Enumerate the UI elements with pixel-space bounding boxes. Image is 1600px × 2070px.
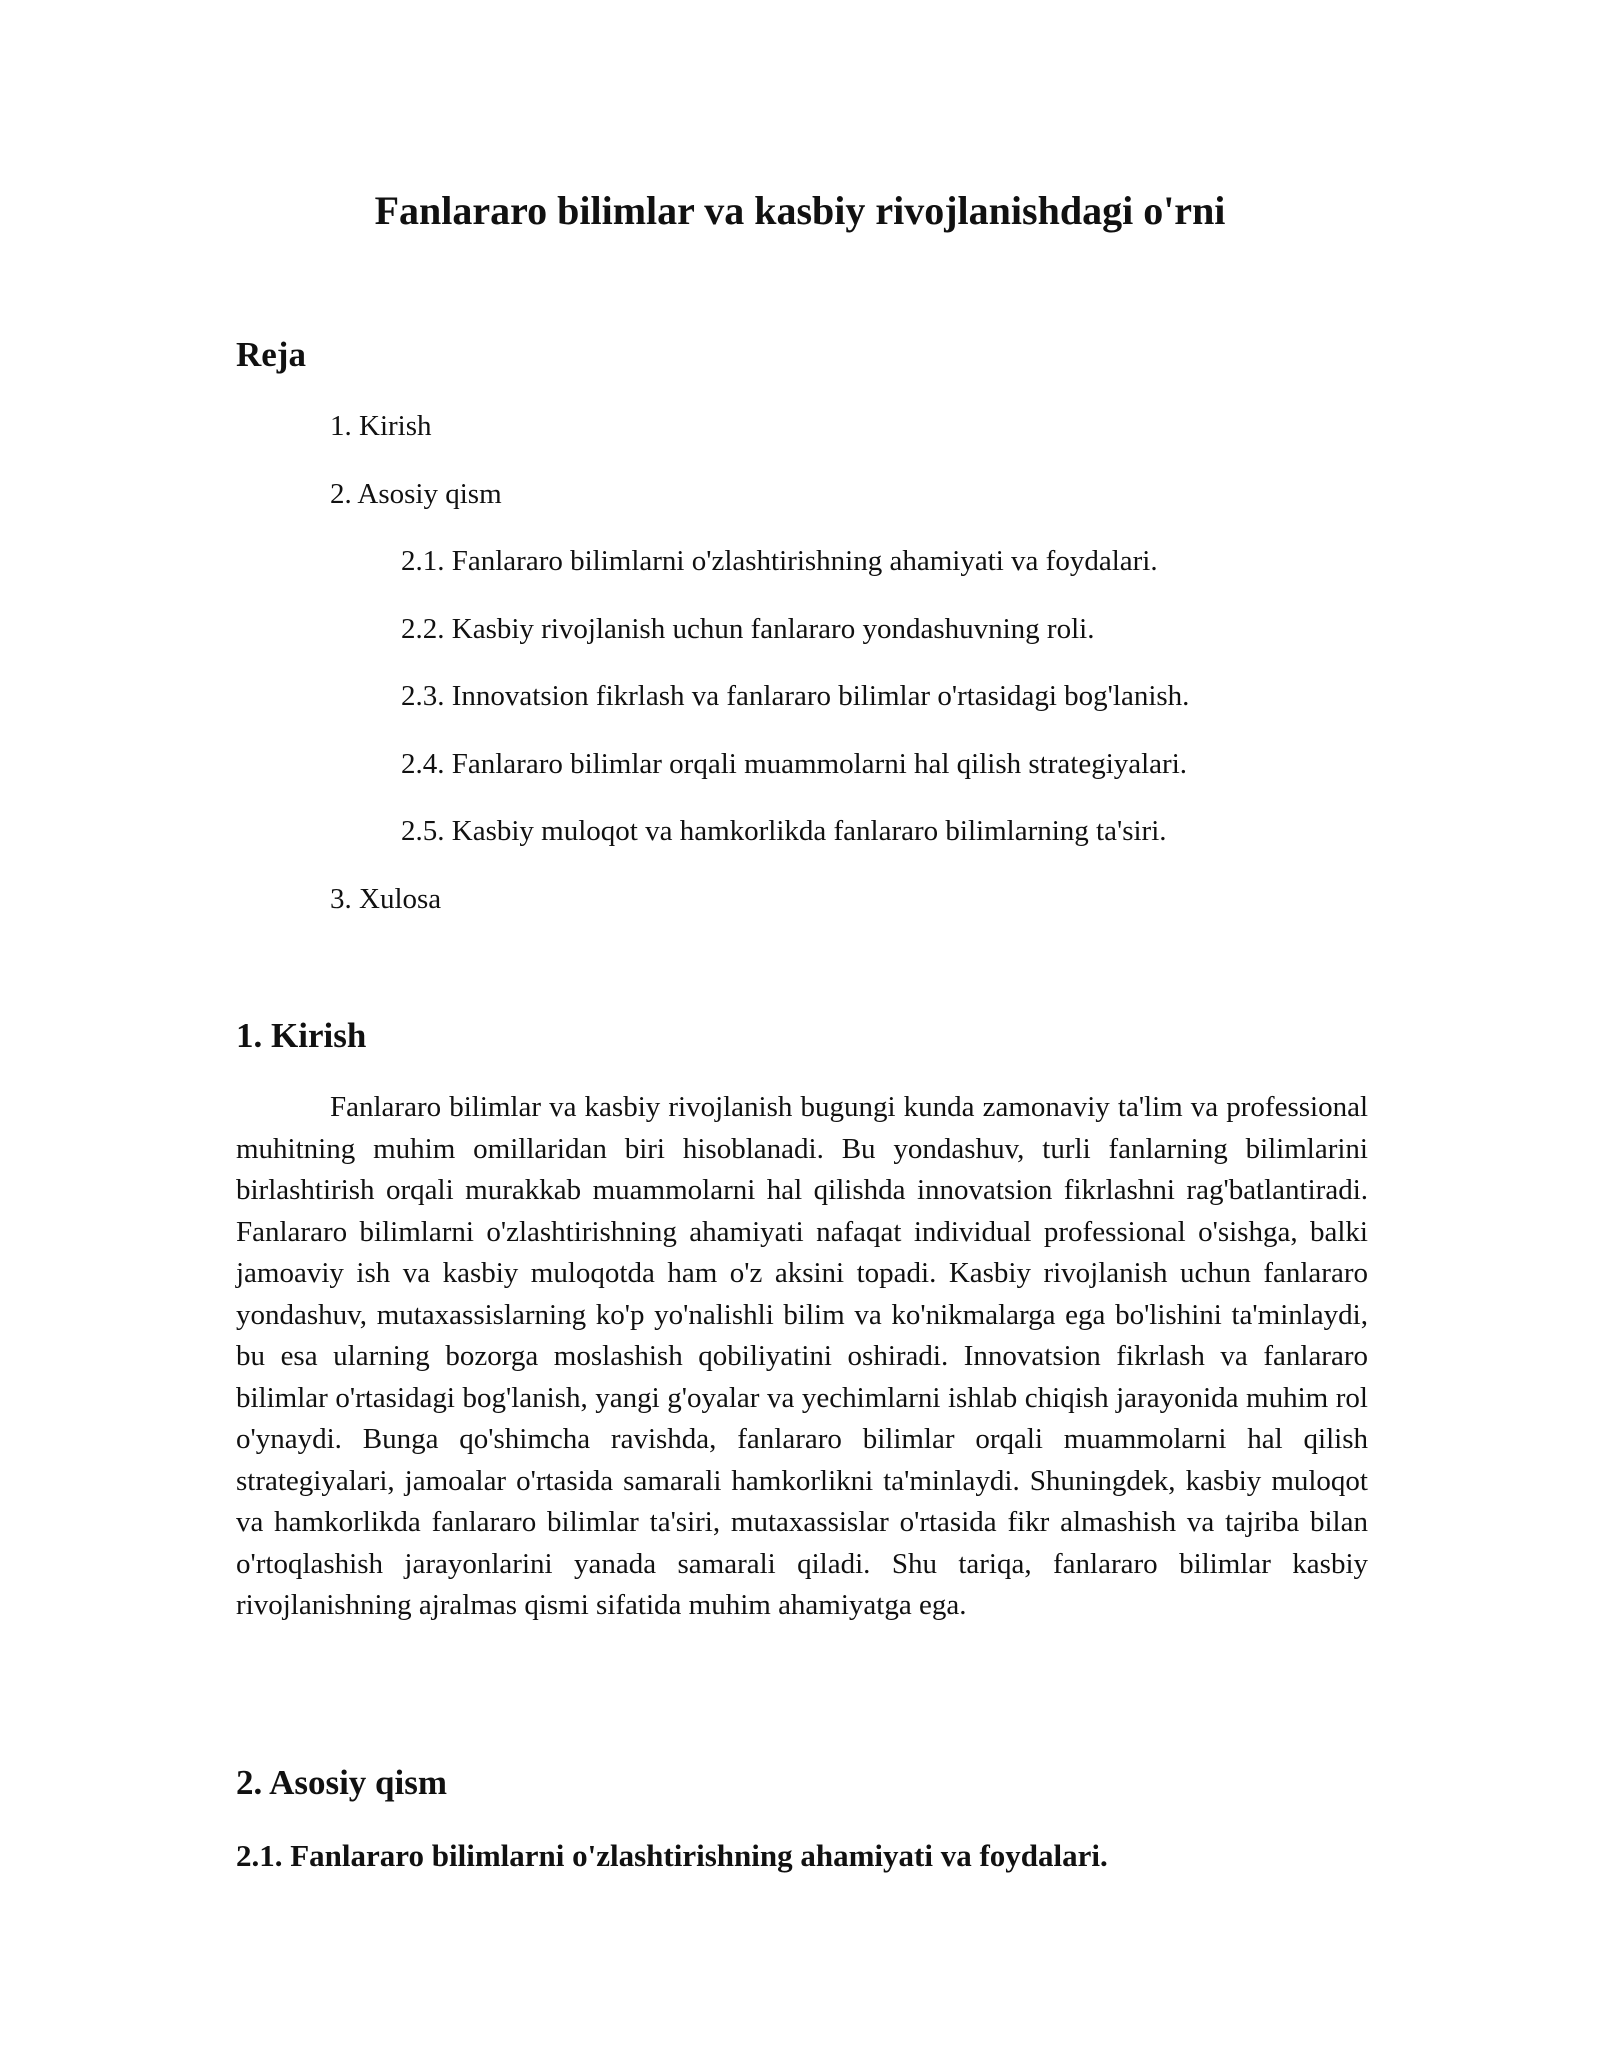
plan-heading: Reja xyxy=(236,335,306,374)
intro-heading: 1. Kirish xyxy=(236,1016,367,1055)
plan-item-2-3: 2.3. Innovatsion fikrlash va fanlararo bilimlar o'rtasidagi bog'lanish. xyxy=(401,680,1190,712)
plan-item-asosiy-qism: 2. Asosiy qism xyxy=(330,478,502,510)
plan-item-2-5: 2.5. Kasbiy muloqot va hamkorlikda fanlararo bilimlarning ta'siri. xyxy=(401,815,1167,847)
main-heading: 2. Asosiy qism xyxy=(236,1763,448,1802)
plan-item-2-2: 2.2. Kasbiy rivojlanish uchun fanlararo yondashuvning roli. xyxy=(401,613,1095,645)
plan-item-xulosa: 3. Xulosa xyxy=(330,883,442,915)
plan-item-kirish: 1. Kirish xyxy=(330,410,432,442)
intro-paragraph: Fanlararo bilimlar va kasbiy rivojlanish bugungi kunda zamonaviy ta'lim va professional muhitning muhim omillaridan biri hisoblanadi. Bu yondashuv, turli fanlarning bilimlarini birlashtirish orqali murakkab muammolarni hal qilishda innovatsion fikrlashni rag'batlantiradi. Fanlararo bilimlarni o'zlashtirishning ahamiyati nafaqat individual professional o'sishga, balki jamoaviy ish va kasbiy muloqotda ham o'z aksini topadi. Kasbiy rivojlanish uchun fanlararo yondashuv, mutaxassislarning ko'p yo'nalishli bilim va ko'nikmalarga ega bo'lishini ta'minlaydi, bu esa ularning bozorga moslashish qobiliyatini oshiradi. Innovatsion fikrlash va fanlararo bilimlar o'rtasidagi bog'lanish, yangi g'oyalar va yechimlarni ishlab chiqish jarayonida muhim rol o'ynaydi. Bunga qo'shimcha ravishda, fanlararo bilimlar orqali muammolarni hal qilish strategiyalari, jamoalar o'rtasida samarali hamkorlikni ta'minlaydi. Shuningdek, kasbiy muloqot va hamkorlikda fanlararo bilimlar ta'siri, mutaxassislar o'rtasida fikr almashish va tajriba bilan o'rtoqlashish jarayonlarini yanada samarali qiladi. Shu tariqa, fanlararo bilimlar kasbiy rivojlanishning ajralmas qismi sifatida muhim ahamiyatga ega. xyxy=(236,1091,1368,1621)
document-title: Fanlararo bilimlar va kasbiy rivojlanishdagi o'rni xyxy=(374,188,1226,233)
main-subheading: 2.1. Fanlararo bilimlarni o'zlashtirishning ahamiyati va foydalari. xyxy=(236,1838,1108,1873)
plan-item-2-1: 2.1. Fanlararo bilimlarni o'zlashtirishning ahamiyati va foydalari. xyxy=(401,545,1158,577)
plan-item-2-4: 2.4. Fanlararo bilimlar orqali muammolarni hal qilish strategiyalari. xyxy=(401,748,1188,780)
